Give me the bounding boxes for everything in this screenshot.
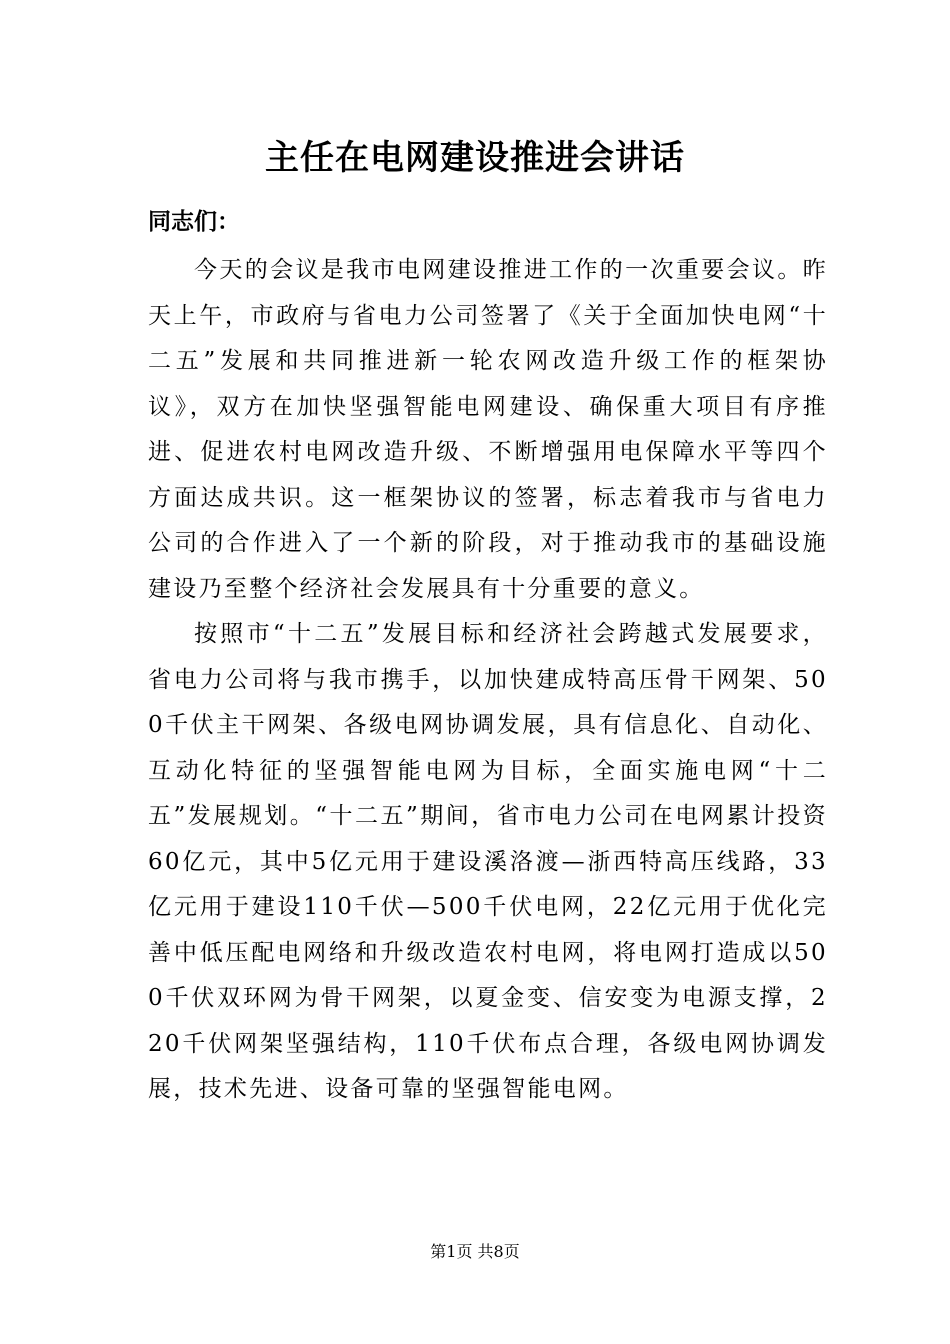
paragraph-1: 今天的会议是我市电网建设推进工作的一次重要会议。昨天上午，市政府与省电力公司签署了《关于全面加快电网“十二五”发展和共同推进新一轮农网改造升级工作的框架协议》，双方在加快坚强智能电网建设、确保重大项目有序推进、促进农村电网改造升级、不断增强用电保障水平等四个方面达成共识。这一框架协议的签署，标志着我市与省电力公司的合作进入了一个新的阶段，对于推动我市的基础设施建设乃至整个经济社会发展具有十分重要的意义。 <box>148 257 828 602</box>
document-title: 主任在电网建设推进会讲话 <box>265 138 685 178</box>
salutation: 同志们： <box>148 208 240 235</box>
document-body <box>148 248 828 1113</box>
page-number-footer: 第1页 共8页 <box>430 1242 520 1261</box>
paragraph-2: 按照市“十二五”发展目标和经济社会跨越式发展要求，省电力公司将与我市携手，以加快建成特高压骨干网架、500千伏主干网架、各级电网协调发展，具有信息化、自动化、互动化特征的坚强智能电网为目标，全面实施电网“十二五”发展规划。“十二五”期间，省市电力公司在电网累计投资60亿元，其中5亿元用于建设溪洛渡—浙西特高压线路，33亿元用于建设110千伏—500千伏电网，22亿元用于优化完善中低压配电网络和升级改造农村电网，将电网打造成以500千伏双环网为骨干网架，以夏金变、信安变为电源支撑，220千伏网架坚强结构，110千伏布点合理，各级电网协调发展，技术先进、设备可靠的坚强智能电网。 <box>148 621 828 1102</box>
